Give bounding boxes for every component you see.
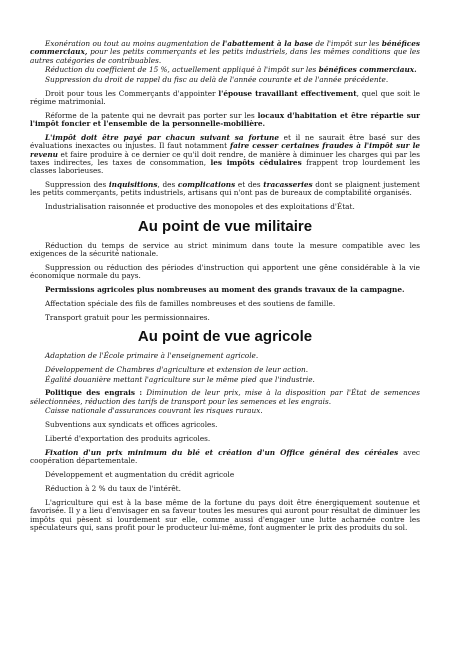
text-run: complications xyxy=(177,180,236,190)
text-run: , quel que soit le régime matrimonial. xyxy=(30,88,420,106)
text-run: inquisitions xyxy=(108,180,158,190)
text-run: Réforme de la patente qui ne devrait pas porter sur les xyxy=(45,110,258,120)
text-run: Suppression des xyxy=(45,180,109,190)
text-run: Réduction à 2 % du taux de l'intérêt. xyxy=(45,484,181,494)
text-run: Suppression du droit de rappel du fisc au delà de l'année courante et de l'année précédente. xyxy=(45,74,389,84)
paragraph xyxy=(30,499,420,532)
text-run: dont se plaignent justement les petits commerçants, petits industriels, artisans qui n'ont pas de bureaux de comptabilité organisés. xyxy=(30,180,420,198)
text-run: Exonération ou tout au moins augmentation de xyxy=(45,39,223,48)
paragraph xyxy=(30,76,420,84)
text-run: frappent trop lourdement les classes laborieuses. xyxy=(30,157,421,176)
text-run: Industrialisation raisonnée et productive des monopoles et des exploitations d'État. xyxy=(45,202,355,212)
paragraph xyxy=(30,300,420,308)
paragraph xyxy=(30,421,420,429)
paragraph xyxy=(30,376,420,384)
paragraph xyxy=(30,66,420,74)
text-run: les impôts cédulaires xyxy=(210,157,302,167)
text-run: Adaptation de l'École primaire à l'enseignement agricole. xyxy=(45,351,259,361)
text-run: et des xyxy=(235,180,264,190)
paragraph xyxy=(30,352,420,360)
paragraph xyxy=(30,389,420,406)
text-run: Fixation d'un prix minimum du blé et création d'un Office général des céréales xyxy=(45,448,399,457)
text-run: Diminution de leur prix, mise à la disposition par l'État de semences sélectionnées, réduction des tarifs de transport pour les semences et les engrais. xyxy=(30,388,420,406)
text-run: Développement et augmentation du crédit agricole xyxy=(45,470,235,480)
text-run: Réduction du coefficient de 15 %, actuellement appliqué à l'impôt sur les xyxy=(45,65,319,75)
paragraph xyxy=(30,366,420,374)
text-run: bénéfices commerciaux, xyxy=(30,39,420,57)
text-run: l'épouse travaillant effectivement xyxy=(218,88,357,98)
text-run: bénéfices commerciaux. xyxy=(318,65,417,75)
paragraph xyxy=(30,471,420,479)
text-run: Suppression ou réduction des périodes d'instruction qui apportent une gêne considérable à la vie économique normale du pays. xyxy=(30,262,420,281)
text-run: Réduction du temps de service au strict minimum dans toute la mesure compatible avec les exigences de la sécurité nationale. xyxy=(30,240,420,258)
text-run: Liberté d'exportation des produits agricoles. xyxy=(45,434,211,444)
paragraph xyxy=(30,134,420,175)
paragraph xyxy=(30,435,420,443)
text-run: Transport gratuit pour les permissionnaires. xyxy=(45,312,210,322)
paragraph xyxy=(30,242,420,259)
paragraph xyxy=(30,203,420,211)
paragraph xyxy=(30,181,420,198)
text-run: , des xyxy=(157,180,178,190)
text-run: Permissions agricoles plus nombreuses au moment des grands travaux de la campagne. xyxy=(45,284,405,294)
paragraph xyxy=(30,112,420,129)
paragraph xyxy=(30,407,420,415)
text-run: Caisse nationale d'assurances couvrant les risques ruraux. xyxy=(45,406,263,416)
text-run: Droit pour tous les Commerçants d'appointer xyxy=(45,88,219,98)
paragraph xyxy=(30,449,420,466)
text-run: et il ne saurait être basé sur des évaluations inexactes ou injustes. Il faut notamment xyxy=(30,133,421,151)
text-run: pour les petits commerçants et les petits industriels, dans les mêmes conditions que les autres catégories de contribuables. xyxy=(30,47,420,65)
text-run: locaux d'habitation et être répartie sur l'impôt foncier et l'ensemble de la personnelle-mobilière. xyxy=(30,110,420,129)
paragraph xyxy=(30,286,420,294)
text-run: Politique des engrais : xyxy=(45,388,143,398)
text-run: tracasseries xyxy=(263,180,313,190)
text-run: L'impôt doit être payé par chacun suivant sa fortune xyxy=(45,133,279,143)
text-run: Égalité douanière mettant l'agriculture sur le même pied que l'industrie. xyxy=(45,374,315,384)
text-run: L'agriculture qui est à la base même de la fortune du pays doit être énergiquement soutenue et favorisée. Il y a lieu d'envisager en sa faveur toutes les mesures qui auront pour résultat de diminuer les impôts qui pèsent si lourdement sur elle, comme aussi d'engager une lutte acharnée contre les spéculateurs qui, sans profit pour le producteur lui-même, font augmenter le prix des produits du sol. xyxy=(30,497,420,532)
section-heading: Au point de vue agricole xyxy=(137,328,313,346)
paragraph xyxy=(30,314,420,322)
text-run: faire cesser certaines fraudes à l'impôt sur le revenu xyxy=(30,141,420,159)
paragraph xyxy=(30,485,420,493)
text-run: Développement de Chambres d'agriculture et extension de leur action. xyxy=(45,364,309,374)
section-heading: Au point de vue militaire xyxy=(137,217,313,235)
paragraph xyxy=(30,40,420,65)
text-run: de l'impôt sur les xyxy=(312,39,382,48)
paragraph xyxy=(30,90,420,107)
text-run: Affectation spéciale des fils de familles nombreuses et des soutiens de famille. xyxy=(45,298,336,308)
paragraph xyxy=(30,264,420,281)
text-run: et faire produire à ce dernier ce qu'il doit rendre, de manière à diminuer les charges qui par les taxes indirectes, les taxes de consommation, xyxy=(30,149,420,167)
text-run: l'abattement à la base xyxy=(222,39,313,48)
text-run: avec coopération départementale. xyxy=(30,448,421,466)
text-run: Subventions aux syndicats et offices agricoles. xyxy=(45,420,218,430)
